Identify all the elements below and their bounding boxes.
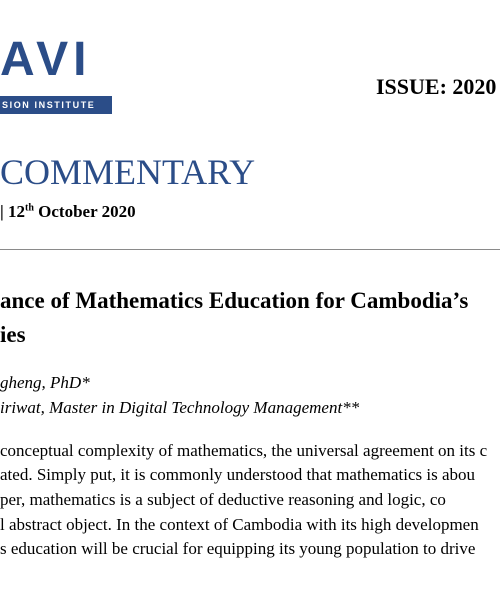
date-month-year: October 2020 bbox=[33, 202, 136, 221]
author-line: gheng, PhD* bbox=[0, 373, 90, 392]
logo-wordmark: AVI bbox=[0, 33, 92, 86]
publication-date bbox=[0, 201, 136, 223]
date-ordinal-suffix: th bbox=[25, 202, 34, 214]
header-divider bbox=[0, 249, 500, 250]
date-prefix: | 12 bbox=[0, 202, 25, 221]
body-text-line: s education will be crucial for equipping its young population to drive bbox=[0, 539, 476, 558]
body-text-line: l abstract object. In the context of Cambodia with its high developmen bbox=[0, 515, 479, 534]
issue-label: ISSUE: 2020 bbox=[376, 74, 497, 99]
logo-tagline-bar: SION INSTITUTE bbox=[0, 96, 112, 114]
body-text-line: ated. Simply put, it is commonly understood that mathematics is abou bbox=[0, 465, 475, 484]
body-text-line: conceptual complexity of mathematics, the universal agreement on its c bbox=[0, 441, 488, 460]
article-title-line: ance of Mathematics Education for Cambodia’s bbox=[0, 288, 469, 313]
body-text-line: per, mathematics is a subject of deductive reasoning and logic, co bbox=[0, 490, 446, 509]
section-heading: COMMENTARY bbox=[0, 152, 256, 192]
article-title-line: ies bbox=[0, 322, 26, 347]
author-line: iriwat, Master in Digital Technology Management** bbox=[0, 398, 360, 417]
